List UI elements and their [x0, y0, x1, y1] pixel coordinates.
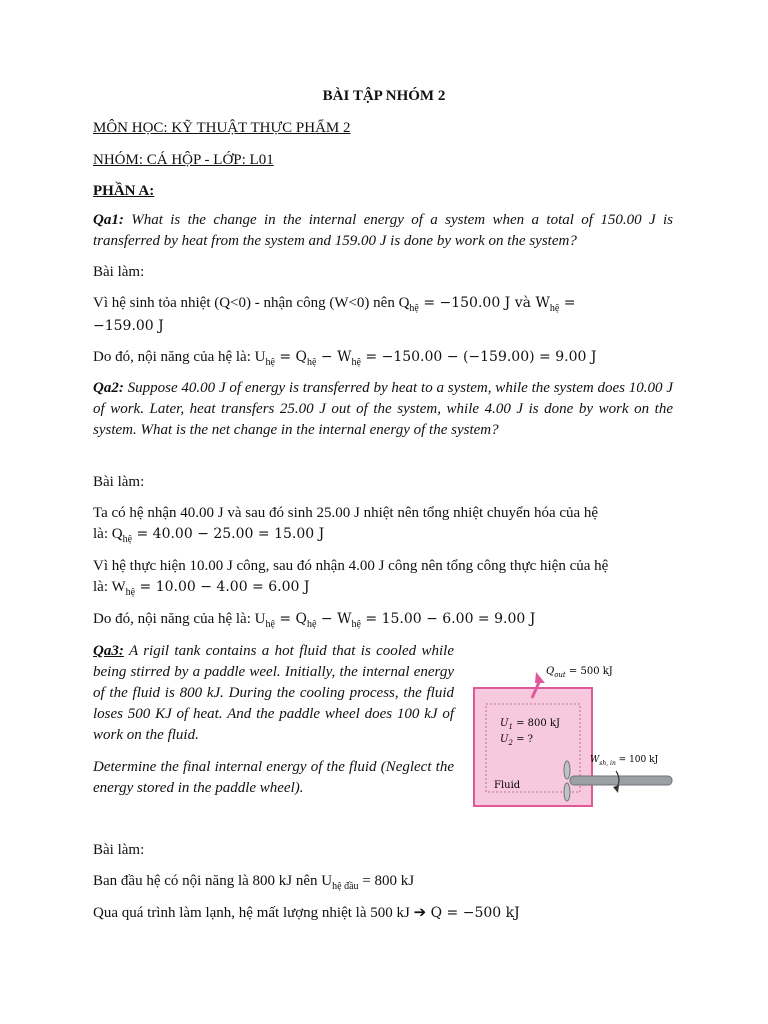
qa2-line5-sub2: hệ: [307, 619, 317, 630]
page-title: BÀI TẬP NHÓM 2: [322, 88, 446, 104]
qa1-line1-mid: = −150.00 J và W: [418, 295, 550, 311]
qa2-label: Qa2:: [93, 380, 124, 396]
qa3-text: A rigil tank contains a hot fluid that is cooled while being stirred by a paddle weel. Initially, the internal energy of the fluid is 800 kJ. During the cooling process, the fluid loses 500 KJ of heat. And the paddle wheel does 100 kJ of work on the fluid.: [93, 643, 454, 743]
qa3-line1-sub: hệ đầu: [332, 881, 359, 892]
qa1-answer-heading: Bài làm:: [93, 264, 145, 280]
w-label: $W_{sh, in} = 100$ kJ: [590, 755, 659, 767]
qa2-line2-end: = 40.00 − 25.00 = 15.00 J: [132, 526, 325, 542]
qa1-line3-sub: hệ: [265, 357, 275, 368]
part-heading: PHẦN A:: [93, 183, 155, 199]
qa1-line3-end: = −150.00 − (−159.00) = 9.00 J: [360, 349, 597, 365]
qa3-label: Qa3:: [93, 643, 124, 659]
qa1-line1: [93, 293, 673, 314]
qa1-question: [93, 210, 673, 252]
qa1-line3-mid: = Q: [274, 349, 308, 365]
qa3-line1-text: Ban đầu hệ có nội năng là 800 kJ nên U: [93, 873, 333, 889]
qa2-line5-end: = 15.00 − 6.00 = 9.00 J: [360, 611, 536, 627]
qa3-answer-heading: Bài làm:: [93, 842, 145, 858]
qa2-line2-text: là: Q: [93, 526, 123, 542]
q-out-arrowhead: [535, 672, 545, 683]
qa2-line2-sub: hệ: [122, 534, 133, 545]
group-line: NHÓM: CÁ HỘP - LỚP: L01: [93, 152, 274, 168]
qa3-line2: [93, 903, 673, 924]
qa1-line2: −159.00 J: [93, 318, 164, 334]
qa3-line1: [93, 871, 673, 892]
qa1-line3-mid2: − W: [316, 349, 352, 365]
qa1-line1-end: =: [559, 295, 576, 311]
qa2-line5-mid: = Q: [274, 611, 308, 627]
qa1-line1-text: Vì hệ sinh tỏa nhiệt (Q<0) - nhận công (W<0) nên Q: [93, 295, 410, 311]
qa2-line5-text: Do đó, nội năng của hệ là: U: [93, 611, 266, 627]
qa2-line2: [93, 524, 673, 545]
qa1-text: What is the change in the internal energy of a system when a total of 150.00 J is transferred by heat from the system and 159.00 J is done by work on the system?: [93, 212, 673, 249]
qa3-line2-end: Q = −500 kJ: [426, 905, 520, 921]
qa2-question: [93, 378, 673, 441]
qa2-line4: [93, 577, 673, 598]
qa1-line1-sub: hệ: [409, 303, 419, 314]
qa2-text: Suppose 40.00 J of energy is transferred by heat to a system, while the system does 10.00 J of work. Later, heat transfers 25.00 J out of the system, while 4.00 J is done by work on the system. What is the net change in the internal energy of the system?: [93, 380, 673, 438]
qa3-question2: Determine the final internal energy of the fluid (Neglect the energy stored in the paddle wheel).: [93, 759, 454, 796]
course-line: MÔN HỌC: KỸ THUẬT THỰC PHẨM 2: [93, 120, 351, 136]
qa2-line4-sub: hệ: [125, 587, 136, 598]
qa1-line1-sub2: hệ: [549, 303, 560, 314]
qa1-line3: [93, 347, 673, 368]
paddle-shaft: [570, 776, 672, 785]
qa2-line5: [93, 609, 673, 630]
qa2-answer-heading: Bài làm:: [93, 474, 145, 490]
qa2-line5-sub3: hệ: [351, 619, 361, 630]
qa2-line1: Ta có hệ nhận 40.00 J và sau đó sinh 25.00 J nhiệt nên tổng nhiệt chuyển hóa của hệ: [93, 505, 599, 521]
q-out-label: $Q_{out} = 500$ kJ: [546, 666, 613, 679]
paddle-blade-bottom: [564, 783, 570, 801]
qa3-question: [93, 641, 454, 746]
qa3-line1-end: = 800 kJ: [358, 873, 415, 889]
fluid-label: Fluid: [494, 780, 521, 791]
qa1-line3-sub2: hệ: [307, 357, 317, 368]
qa2-line4-end: = 10.00 − 4.00 = 6.00 J: [135, 579, 310, 595]
paddle-blade-top: [564, 761, 570, 779]
right-arrow-icon: ➔: [413, 905, 427, 921]
qa2-line5-sub: hệ: [265, 619, 275, 630]
qa2-line3: Vì hệ thực hiện 10.00 J công, sau đó nhận 4.00 J công nên tổng công thực hiện của hệ: [93, 558, 609, 574]
qa2-line4-text: là: W: [93, 579, 126, 595]
u2-label: $U_2$ = ?: [500, 734, 534, 747]
tank-diagram: [466, 650, 676, 812]
qa1-line3-sub3: hệ: [351, 357, 361, 368]
u1-label: $U_1 = 800$ kJ: [500, 718, 560, 731]
tank-body: [474, 688, 592, 806]
qa1-label: Qa1:: [93, 212, 124, 228]
qa2-line5-mid2: − W: [316, 611, 352, 627]
rotation-arrowhead: [613, 785, 619, 793]
qa1-line3-text: Do đó, nội năng của hệ là: U: [93, 349, 266, 365]
tank-figure: [466, 650, 676, 812]
qa3-line2-text: Qua quá trình làm lạnh, hệ mất lượng nhiệt là 500 kJ: [93, 905, 414, 921]
